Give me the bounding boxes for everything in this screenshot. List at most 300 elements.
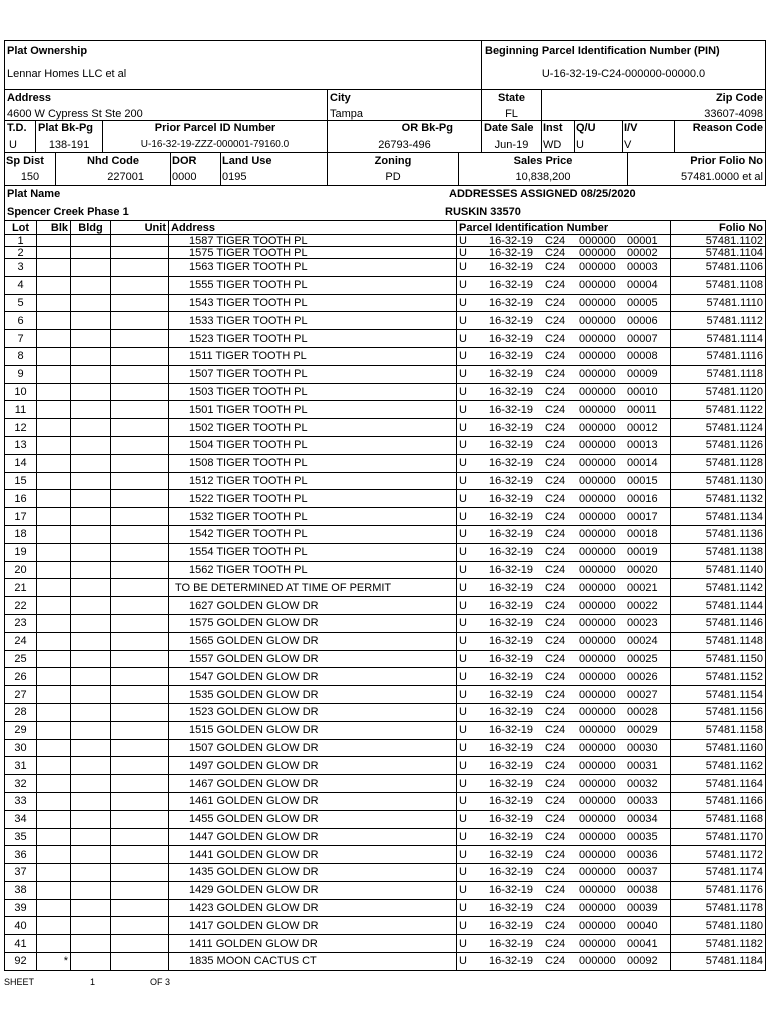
- pin-part: 16-32-19: [489, 296, 534, 309]
- blk-cell: [37, 347, 71, 365]
- prior-parcel-value: U-16-32-19-ZZZ-000001-79160.0: [140, 139, 290, 150]
- folio-cell: 57481.1184: [671, 953, 766, 971]
- address-cell: 1554 TIGER TOOTH PL: [169, 543, 457, 561]
- blk-cell: [37, 259, 71, 277]
- pin-part: 16-32-19: [489, 741, 534, 754]
- pin-cell: [457, 775, 671, 793]
- bldg-cell: [71, 508, 111, 526]
- pin-part: 16-32-19: [489, 528, 534, 541]
- lot-cell: 32: [5, 775, 37, 793]
- pin-part: 000000: [579, 246, 616, 259]
- pin-part: 000000: [579, 457, 616, 470]
- pin-part: 000000: [579, 385, 616, 398]
- pin-cell: [457, 632, 671, 650]
- pin-part: 16-32-19: [489, 234, 534, 247]
- pin-part: 000000: [579, 937, 616, 950]
- pin-part: C24: [545, 937, 566, 950]
- lot-cell: 36: [5, 846, 37, 864]
- col-blk: Blk: [37, 221, 71, 235]
- pin-part: U: [459, 439, 467, 452]
- pin-part: 000000: [579, 724, 616, 737]
- unit-cell: [111, 259, 169, 277]
- pin-part: U: [459, 581, 467, 594]
- pin-part: U: [459, 937, 467, 950]
- pin-part: 000000: [579, 528, 616, 541]
- bldg-cell: [71, 953, 111, 971]
- blk-cell: [37, 472, 71, 490]
- table-row: [5, 810, 766, 828]
- address-cell: 1555 TIGER TOOTH PL: [169, 276, 457, 294]
- folio-cell: 57481.1134: [671, 508, 766, 526]
- lot-cell: 13: [5, 436, 37, 454]
- address-cell: 1411 GOLDEN GLOW DR: [169, 935, 457, 953]
- folio-cell: 57481.1182: [671, 935, 766, 953]
- pin-part: 16-32-19: [489, 421, 534, 434]
- unit-cell: [111, 668, 169, 686]
- pin-cell: [457, 490, 671, 508]
- lot-cell: 11: [5, 401, 37, 419]
- address-cell: 1523 GOLDEN GLOW DR: [169, 703, 457, 721]
- table-row: [5, 721, 766, 739]
- pin-part: U: [459, 314, 467, 327]
- pin-part: U: [459, 635, 467, 648]
- pin-part: 16-32-19: [489, 848, 534, 861]
- qu-value: U: [576, 139, 584, 151]
- pin-part: 16-32-19: [489, 688, 534, 701]
- table-row: [5, 561, 766, 579]
- bldg-cell: [71, 828, 111, 846]
- unit-cell: [111, 579, 169, 597]
- address-value: 4600 W Cypress St Ste 200: [7, 108, 143, 120]
- address-cell: 1441 GOLDEN GLOW DR: [169, 846, 457, 864]
- lot-cell: 38: [5, 881, 37, 899]
- address-cell: 1835 MOON CACTUS CT: [169, 953, 457, 971]
- table-row: [5, 881, 766, 899]
- address-cell: 1429 GOLDEN GLOW DR: [169, 881, 457, 899]
- bldg-cell: [71, 472, 111, 490]
- pin-part: 00041: [627, 937, 658, 950]
- city-value: Tampa: [330, 108, 364, 120]
- folio-cell: 57481.1148: [671, 632, 766, 650]
- blk-cell: [37, 490, 71, 508]
- lot-cell: 8: [5, 347, 37, 365]
- pin-part: U: [459, 652, 467, 665]
- blk-cell: [37, 739, 71, 757]
- address-cell: 1497 GOLDEN GLOW DR: [169, 757, 457, 775]
- pin-part: U: [459, 332, 467, 345]
- sheet-footer: [4, 977, 765, 989]
- pin-part: 16-32-19: [489, 492, 534, 505]
- address-cell: 1508 TIGER TOOTH PL: [169, 454, 457, 472]
- folio-cell: 57481.1164: [671, 775, 766, 793]
- pin-part: C24: [545, 421, 566, 434]
- unit-cell: [111, 365, 169, 383]
- pin-cell: [457, 668, 671, 686]
- landuse-value: 0195: [222, 171, 247, 183]
- lot-cell: 2: [5, 247, 37, 259]
- pin-part: U: [459, 492, 467, 505]
- pin-part: 00018: [627, 528, 658, 541]
- unit-cell: [111, 881, 169, 899]
- pin-part: 000000: [579, 902, 616, 915]
- pin-part: 16-32-19: [489, 510, 534, 523]
- lot-cell: 10: [5, 383, 37, 401]
- col-unit: Unit: [111, 221, 169, 235]
- pin-cell: [457, 881, 671, 899]
- address-cell: 1543 TIGER TOOTH PL: [169, 294, 457, 312]
- bldg-cell: [71, 739, 111, 757]
- pin-part: 00017: [627, 510, 658, 523]
- unit-cell: [111, 953, 169, 971]
- pin-cell: [457, 597, 671, 615]
- lot-cell: 39: [5, 899, 37, 917]
- pin-part: 16-32-19: [489, 937, 534, 950]
- pin-part: 000000: [579, 510, 616, 523]
- unit-cell: [111, 235, 169, 247]
- pin-part: 00022: [627, 599, 658, 612]
- reason-label: Reason Code: [692, 122, 763, 134]
- folio-cell: 57481.1172: [671, 846, 766, 864]
- pin-cell: [457, 543, 671, 561]
- folio-cell: 57481.1130: [671, 472, 766, 490]
- pin-part: C24: [545, 813, 566, 826]
- pin-part: U: [459, 617, 467, 630]
- pin-part: 000000: [579, 439, 616, 452]
- address-cell: 1627 GOLDEN GLOW DR: [169, 597, 457, 615]
- blk-cell: [37, 650, 71, 668]
- pin-part: U: [459, 688, 467, 701]
- unit-cell: [111, 247, 169, 259]
- pin-part: U: [459, 670, 467, 683]
- folio-cell: 57481.1168: [671, 810, 766, 828]
- pin-part: 000000: [579, 474, 616, 487]
- pin-part: C24: [545, 866, 566, 879]
- pin-part: C24: [545, 848, 566, 861]
- dor-value: 0000: [172, 171, 197, 183]
- pin-part: 000000: [579, 599, 616, 612]
- pin-part: C24: [545, 279, 566, 292]
- lot-cell: 30: [5, 739, 37, 757]
- pin-part: C24: [545, 314, 566, 327]
- pin-part: 00023: [627, 617, 658, 630]
- pin-part: 00031: [627, 759, 658, 772]
- pin-part: U: [459, 279, 467, 292]
- pin-part: 16-32-19: [489, 246, 534, 259]
- pin-part: 16-32-19: [489, 955, 534, 968]
- pin-part: U: [459, 706, 467, 719]
- lot-cell: 1: [5, 235, 37, 247]
- pin-part: 00021: [627, 581, 658, 594]
- pin-part: U: [459, 813, 467, 826]
- header-block: [4, 40, 766, 220]
- blk-cell: [37, 864, 71, 882]
- lot-cell: 34: [5, 810, 37, 828]
- blk-cell: [37, 686, 71, 704]
- blk-cell: [37, 276, 71, 294]
- pin-cell: [457, 294, 671, 312]
- pin-part: 000000: [579, 919, 616, 932]
- pin-part: 000000: [579, 617, 616, 630]
- pin-part: C24: [545, 510, 566, 523]
- pin-part: C24: [545, 884, 566, 897]
- table-row: [5, 579, 766, 597]
- blk-cell: [37, 525, 71, 543]
- bldg-cell: [71, 347, 111, 365]
- address-cell: TO BE DETERMINED AT TIME OF PERMIT: [169, 579, 457, 597]
- pin-part: 000000: [579, 830, 616, 843]
- pin-part: C24: [545, 635, 566, 648]
- priorfolio-value: 57481.0000 et al: [681, 171, 763, 183]
- unit-cell: [111, 810, 169, 828]
- lot-cell: 12: [5, 419, 37, 437]
- address-cell: 1507 TIGER TOOTH PL: [169, 365, 457, 383]
- pin-cell: [457, 508, 671, 526]
- pin-part: 000000: [579, 314, 616, 327]
- pin-cell: [457, 436, 671, 454]
- blk-cell: [37, 365, 71, 383]
- table-row: [5, 864, 766, 882]
- blk-cell: [37, 668, 71, 686]
- pin-part: 00003: [627, 261, 658, 274]
- unit-cell: [111, 828, 169, 846]
- folio-cell: 57481.1102: [671, 235, 766, 247]
- unit-cell: [111, 436, 169, 454]
- blk-cell: [37, 935, 71, 953]
- lot-table: [4, 220, 766, 971]
- bldg-cell: [71, 703, 111, 721]
- folio-cell: 57481.1142: [671, 579, 766, 597]
- pin-cell: [457, 247, 671, 259]
- folio-cell: 57481.1176: [671, 881, 766, 899]
- address-cell: 1575 GOLDEN GLOW DR: [169, 614, 457, 632]
- address-cell: 1557 GOLDEN GLOW DR: [169, 650, 457, 668]
- unit-cell: [111, 597, 169, 615]
- pin-cell: [457, 312, 671, 330]
- blk-cell: [37, 792, 71, 810]
- folio-cell: 57481.1108: [671, 276, 766, 294]
- pin-part: C24: [545, 581, 566, 594]
- folio-cell: 57481.1120: [671, 383, 766, 401]
- table-row: [5, 235, 766, 247]
- pin-cell: [457, 686, 671, 704]
- table-row: [5, 525, 766, 543]
- unit-cell: [111, 935, 169, 953]
- address-cell: 1507 GOLDEN GLOW DR: [169, 739, 457, 757]
- pin-part: 000000: [579, 848, 616, 861]
- pin-cell: [457, 810, 671, 828]
- pin-part: C24: [545, 741, 566, 754]
- unit-cell: [111, 650, 169, 668]
- bldg-cell: [71, 490, 111, 508]
- pin-part: 000000: [579, 403, 616, 416]
- bldg-cell: [71, 330, 111, 348]
- bldg-cell: [71, 686, 111, 704]
- folio-cell: 57481.1166: [671, 792, 766, 810]
- pin-part: 00035: [627, 830, 658, 843]
- iv-label: I/V: [624, 122, 638, 134]
- unit-cell: [111, 454, 169, 472]
- unit-cell: [111, 703, 169, 721]
- folio-cell: 57481.1104: [671, 247, 766, 259]
- unit-cell: [111, 490, 169, 508]
- pin-part: 00030: [627, 741, 658, 754]
- address-cell: 1532 TIGER TOOTH PL: [169, 508, 457, 526]
- table-header-row: [5, 221, 766, 235]
- pin-part: 00037: [627, 866, 658, 879]
- pin-part: 16-32-19: [489, 884, 534, 897]
- pin-part: U: [459, 741, 467, 754]
- address-cell: 1461 GOLDEN GLOW DR: [169, 792, 457, 810]
- pin-part: U: [459, 866, 467, 879]
- pin-part: 00006: [627, 314, 658, 327]
- table-row: [5, 294, 766, 312]
- folio-cell: 57481.1140: [671, 561, 766, 579]
- pin-part: 16-32-19: [489, 795, 534, 808]
- pin-part: 00032: [627, 777, 658, 790]
- pin-part: 00036: [627, 848, 658, 861]
- platbk-value: 138-191: [48, 139, 90, 151]
- pin-part: 16-32-19: [489, 546, 534, 559]
- pin-part: C24: [545, 457, 566, 470]
- pin-part: U: [459, 457, 467, 470]
- address-cell: 1511 TIGER TOOTH PL: [169, 347, 457, 365]
- iv-value: V: [624, 139, 632, 151]
- pin-cell: [457, 454, 671, 472]
- table-row: [5, 276, 766, 294]
- blk-cell: [37, 579, 71, 597]
- pin-cell: [457, 899, 671, 917]
- prior-parcel-label: Prior Parcel ID Number: [154, 122, 276, 134]
- pin-cell: [457, 472, 671, 490]
- pin-part: 000000: [579, 688, 616, 701]
- pin-part: 16-32-19: [489, 635, 534, 648]
- bldg-cell: [71, 881, 111, 899]
- pin-part: 00028: [627, 706, 658, 719]
- pin-part: 16-32-19: [489, 919, 534, 932]
- table-row: [5, 330, 766, 348]
- pin-part: U: [459, 421, 467, 434]
- lot-cell: 15: [5, 472, 37, 490]
- pin-part: 16-32-19: [489, 350, 534, 363]
- blk-cell: [37, 881, 71, 899]
- lot-cell: 37: [5, 864, 37, 882]
- bldg-cell: [71, 864, 111, 882]
- unit-cell: [111, 686, 169, 704]
- address-cell: 1502 TIGER TOOTH PL: [169, 419, 457, 437]
- address-cell: 1562 TIGER TOOTH PL: [169, 561, 457, 579]
- pin-part: 16-32-19: [489, 457, 534, 470]
- pin-part: 16-32-19: [489, 332, 534, 345]
- pin-part: 00014: [627, 457, 658, 470]
- pin-cell: [457, 953, 671, 971]
- pin-part: U: [459, 919, 467, 932]
- pin-cell: [457, 917, 671, 935]
- pin-part: U: [459, 368, 467, 381]
- pin-part: 00015: [627, 474, 658, 487]
- pin-part: U: [459, 777, 467, 790]
- pin-part: C24: [545, 528, 566, 541]
- pin-part: 00033: [627, 795, 658, 808]
- pin-part: C24: [545, 759, 566, 772]
- zoning-label: Zoning: [374, 155, 412, 167]
- lot-cell: 27: [5, 686, 37, 704]
- table-row: [5, 650, 766, 668]
- folio-cell: 57481.1160: [671, 739, 766, 757]
- blk-cell: [37, 294, 71, 312]
- pin-part: 000000: [579, 279, 616, 292]
- table-row: [5, 757, 766, 775]
- pin-cell: [457, 561, 671, 579]
- pin-part: 00019: [627, 546, 658, 559]
- pin-part: 00001: [627, 234, 658, 247]
- pin-part: 00009: [627, 368, 658, 381]
- pin-part: 000000: [579, 813, 616, 826]
- unit-cell: [111, 757, 169, 775]
- table-row: [5, 401, 766, 419]
- lot-cell: 41: [5, 935, 37, 953]
- pin-part: U: [459, 884, 467, 897]
- pin-part: 16-32-19: [489, 777, 534, 790]
- plat-ownership-label: Plat Ownership: [7, 45, 88, 57]
- table-row: [5, 347, 766, 365]
- pin-part: 16-32-19: [489, 599, 534, 612]
- bldg-cell: [71, 810, 111, 828]
- pin-part: 00004: [627, 279, 658, 292]
- lot-cell: 5: [5, 294, 37, 312]
- pin-part: C24: [545, 234, 566, 247]
- table-row: [5, 703, 766, 721]
- pin-cell: [457, 235, 671, 247]
- bldg-cell: [71, 597, 111, 615]
- address-cell: 1565 GOLDEN GLOW DR: [169, 632, 457, 650]
- table-row: [5, 828, 766, 846]
- inst-label: Inst: [543, 122, 563, 134]
- table-row: [5, 365, 766, 383]
- folio-cell: 57481.1138: [671, 543, 766, 561]
- blk-cell: [37, 561, 71, 579]
- unit-cell: [111, 846, 169, 864]
- pin-part: 000000: [579, 670, 616, 683]
- address-cell: 1503 TIGER TOOTH PL: [169, 383, 457, 401]
- table-row: [5, 792, 766, 810]
- bldg-cell: [71, 792, 111, 810]
- address-cell: 1563 TIGER TOOTH PL: [169, 259, 457, 277]
- unit-cell: [111, 472, 169, 490]
- address-cell: 1455 GOLDEN GLOW DR: [169, 810, 457, 828]
- blk-cell: *: [37, 953, 71, 971]
- nhd-label: Nhd Code: [87, 155, 139, 167]
- city-label: City: [330, 92, 351, 104]
- blk-cell: [37, 703, 71, 721]
- bldg-cell: [71, 899, 111, 917]
- folio-cell: 57481.1112: [671, 312, 766, 330]
- bldg-cell: [71, 775, 111, 793]
- lot-cell: 14: [5, 454, 37, 472]
- pin-part: 00024: [627, 635, 658, 648]
- address-cell: 1515 GOLDEN GLOW DR: [169, 721, 457, 739]
- pin-part: 000000: [579, 866, 616, 879]
- bldg-cell: [71, 276, 111, 294]
- pin-part: C24: [545, 830, 566, 843]
- lot-cell: 20: [5, 561, 37, 579]
- spdist-value: 150: [20, 171, 40, 183]
- pin-part: U: [459, 246, 467, 259]
- address-cell: 1512 TIGER TOOTH PL: [169, 472, 457, 490]
- unit-cell: [111, 330, 169, 348]
- zip-value: 33607-4098: [704, 108, 763, 120]
- pin-part: 16-32-19: [489, 670, 534, 683]
- nhd-value: 227001: [107, 171, 144, 183]
